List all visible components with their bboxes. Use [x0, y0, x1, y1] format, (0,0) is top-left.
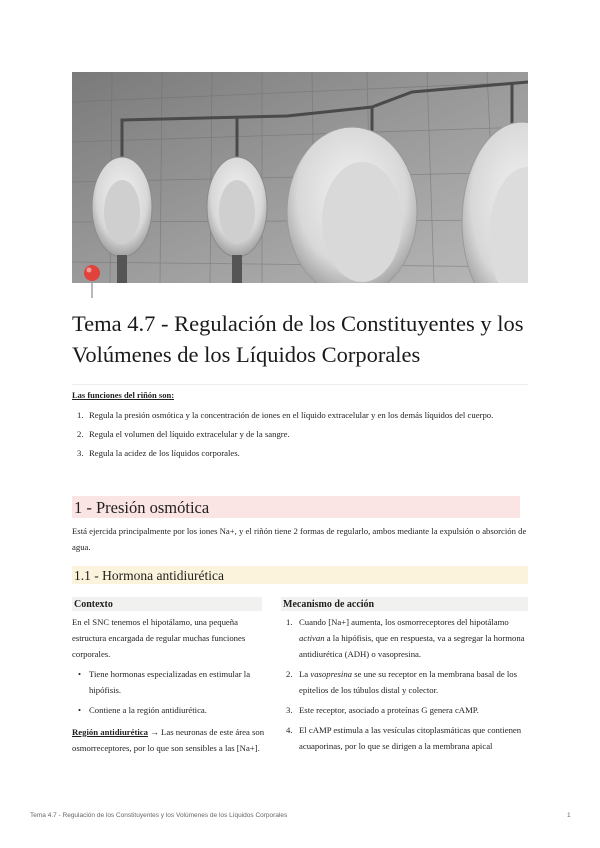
subsection-heading-text: 1.1 - Hormona antidiurética [74, 568, 224, 583]
cover-image [72, 72, 528, 283]
context-bullets [72, 666, 268, 718]
list-item: 4. El cAMP estimula a las vesículas citoplasmáticas que contienen acuaporinas, por lo que se dirigen a la membrana apical [286, 725, 522, 751]
section-paragraph: Está ejercida principalmente por los iones Na+, y el riñón tiene 2 formas de regularlo, ambos mediante la expulsión o absorción de agua. [72, 526, 527, 552]
list-item: 1. Cuando [Na+] aumenta, los osmorreceptores del hipotálamo activan a la hipófisis, que en respuesta, va a segregar la hormona antidiurética (ADH) o vasopresina. [286, 617, 525, 659]
list-item-text: Regula la presión osmótica y la concentración de iones en el líquido extracelular y en los demás líquidos del cuerpo. [89, 410, 494, 420]
list-item: 3. Regula la acidez de los líquidos corporales. [77, 448, 240, 458]
section-heading-presion-osmotica [72, 496, 520, 518]
item-text: Este receptor, asociado a proteínas G genera cAMP. [299, 705, 479, 715]
title-divider [72, 384, 528, 385]
item-emphasis: activan [299, 633, 325, 643]
item-text: se une su receptor en la membrana basal de los epitelios de los túbulos distal y colector. [299, 669, 518, 695]
intro-list [72, 408, 528, 465]
intro-heading: Las funciones del riñón son: [72, 390, 175, 400]
list-item: 2. La vasopresina se une su receptor en la membrana basal de los epitelios de los túbulos distal y colector. [286, 669, 518, 695]
list-item: • Contiene a la región antidiurética. [72, 702, 268, 718]
context-paragraph: En el SNC tenemos el hipotálamo, una pequeña estructura encargada de regular muchas funciones corporales. [72, 617, 246, 659]
list-item: • Tiene hormonas especializadas en estimular la hipófisis. [72, 666, 268, 698]
pushpin-icon [82, 264, 102, 300]
item-text: El cAMP estimula a las vesículas citoplasmáticas que contienen acuaporinas, por lo que se dirigen a la membrana apical [299, 725, 522, 751]
page-number: 1 [567, 812, 571, 819]
mechanism-list [281, 614, 531, 758]
left-column [72, 614, 268, 760]
list-item: 1. Regula la presión osmótica y la concentración de iones en el líquido extracelular y en los demás líquidos del cuerpo. [77, 410, 494, 420]
section-heading-text: 1 - Presión osmótica [74, 498, 210, 517]
list-item: 3. Este receptor, asociado a proteínas G genera cAMP. [286, 705, 479, 715]
column-heading-contexto [72, 597, 262, 611]
column-heading-mecanismo [281, 597, 528, 611]
region-text: → Las neuronas de este área son osmorreceptores, por lo que son sensibles a las [Na+]. [72, 727, 265, 753]
item-text: Cuando [Na+] aumenta, los osmorreceptores del hipotálamo [299, 617, 509, 627]
list-item-text: Regula la acidez de los líquidos corporales. [89, 448, 240, 458]
page-title: Tema 4.7 - Regulación de los Constituyentes y los Volúmenes de los Líquidos Corporales [72, 311, 524, 367]
item-text: La [299, 669, 311, 679]
column-heading-text: Contexto [74, 599, 113, 610]
list-item: 2. Regula el volumen del líquido extracelular y de la sangre. [77, 429, 290, 439]
list-item-text: Regula el volumen del líquido extracelular y de la sangre. [89, 429, 290, 439]
item-emphasis: vasopresina [310, 669, 353, 679]
region-paragraph [72, 724, 268, 756]
footer-title: Tema 4.7 - Regulación de los Constituyentes y los Volúmenes de los Líquidos Corporales [30, 812, 288, 819]
column-heading-text: Mecanismo de acción [283, 599, 375, 610]
region-label: Región antidiurética [72, 727, 149, 737]
item-text: a la hipófisis, que en respuesta, va a segregar la hormona antidiurética (ADH) o vasopresina. [299, 633, 525, 659]
subsection-heading-hormona [72, 566, 528, 584]
